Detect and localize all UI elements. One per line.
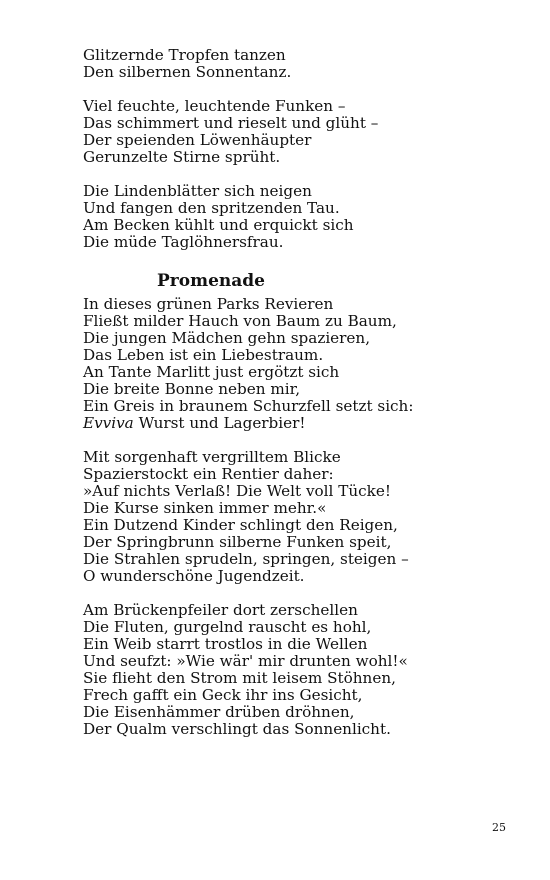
book-page <box>83 47 523 738</box>
verse-line: Die Eisenhämmer drüben dröhnen, <box>83 703 355 721</box>
verse-line: Frech gafft ein Geck ihr ins Gesicht, <box>83 686 363 704</box>
verse-line: Die jungen Mädchen gehn spazieren, <box>83 329 371 347</box>
verse-line: Gerunzelte Stirne sprüht. <box>83 148 281 166</box>
verse-line: Fließt milder Hauch von Baum zu Baum, <box>83 312 397 330</box>
verse-line: Der Qualm verschlingt das Sonnenlicht. <box>83 720 391 738</box>
poem-promenade <box>83 296 523 738</box>
page-number: 25 <box>492 821 506 834</box>
verse-line: Und fangen den spritzenden Tau. <box>83 199 340 217</box>
verse-line-rest: Wurst und Lagerbier! <box>133 414 306 432</box>
verse-line: Spazierstockt ein Rentier daher: <box>83 465 334 483</box>
verse-line: An Tante Marlitt just ergötzt sich <box>83 363 340 381</box>
poem-fountain <box>83 47 523 251</box>
verse-line: Sie flieht den Strom mit leisem Stöhnen, <box>83 669 396 687</box>
verse-line: Den silbernen Sonnentanz. <box>83 63 292 81</box>
verse-line: Mit sorgenhaft vergrilltem Blicke <box>83 448 341 466</box>
poem-title: Promenade <box>157 271 265 291</box>
verse-line: Das Leben ist ein Liebestraum. <box>83 346 324 364</box>
verse-line: Ein Greis in braunem Schurzfell setzt sich: <box>83 397 414 415</box>
verse-line: O wunderschöne Jugendzeit. <box>83 567 305 585</box>
verse-line: Viel feuchte, leuchtende Funken – <box>83 97 346 115</box>
stanza-break <box>83 585 523 602</box>
stanza-break <box>83 166 523 183</box>
italic-word: Evviva <box>83 414 134 432</box>
verse-line: Das schimmert und rieselt und glüht – <box>83 114 379 132</box>
stanza <box>83 47 523 81</box>
verse-line: Die breite Bonne neben mir, <box>83 380 301 398</box>
stanza <box>83 602 523 738</box>
verse-line: »Auf nichts Verlaß! Die Welt voll Tücke! <box>83 482 391 500</box>
stanza <box>83 98 523 166</box>
verse-line: Am Becken kühlt und erquickt sich <box>83 216 354 234</box>
verse-line: Ein Dutzend Kinder schlingt den Reigen, <box>83 516 398 534</box>
verse-line: Die Fluten, gurgelnd rauscht es hohl, <box>83 618 372 636</box>
stanza-group <box>83 432 523 738</box>
verse-line: Glitzernde Tropfen tanzen <box>83 46 286 64</box>
verse-line: Die müde Taglöhnersfrau. <box>83 233 284 251</box>
stanza <box>83 183 523 251</box>
verse-line: Die Kurse sinken immer mehr.« <box>83 499 327 517</box>
verse-line: Am Brückenpfeiler dort zerschellen <box>83 601 358 619</box>
verse-line: Ein Weib starrt trostlos in die Wellen <box>83 635 368 653</box>
verse-line: Die Strahlen sprudeln, springen, steigen – <box>83 550 409 568</box>
verse-line: Die Lindenblätter sich neigen <box>83 182 312 200</box>
stanza-break <box>83 432 523 449</box>
verse-line: Der Springbrunn silberne Funken speit, <box>83 533 392 551</box>
verse-line: Der speienden Löwenhäupter <box>83 131 312 149</box>
verse-line: In dieses grünen Parks Revieren <box>83 295 334 313</box>
stanza-break <box>83 81 523 98</box>
verse-line: Und seufzt: »Wie wär' mir drunten wohl!« <box>83 652 408 670</box>
verse-line <box>83 415 523 432</box>
stanza <box>83 449 523 585</box>
stanza <box>83 296 523 432</box>
